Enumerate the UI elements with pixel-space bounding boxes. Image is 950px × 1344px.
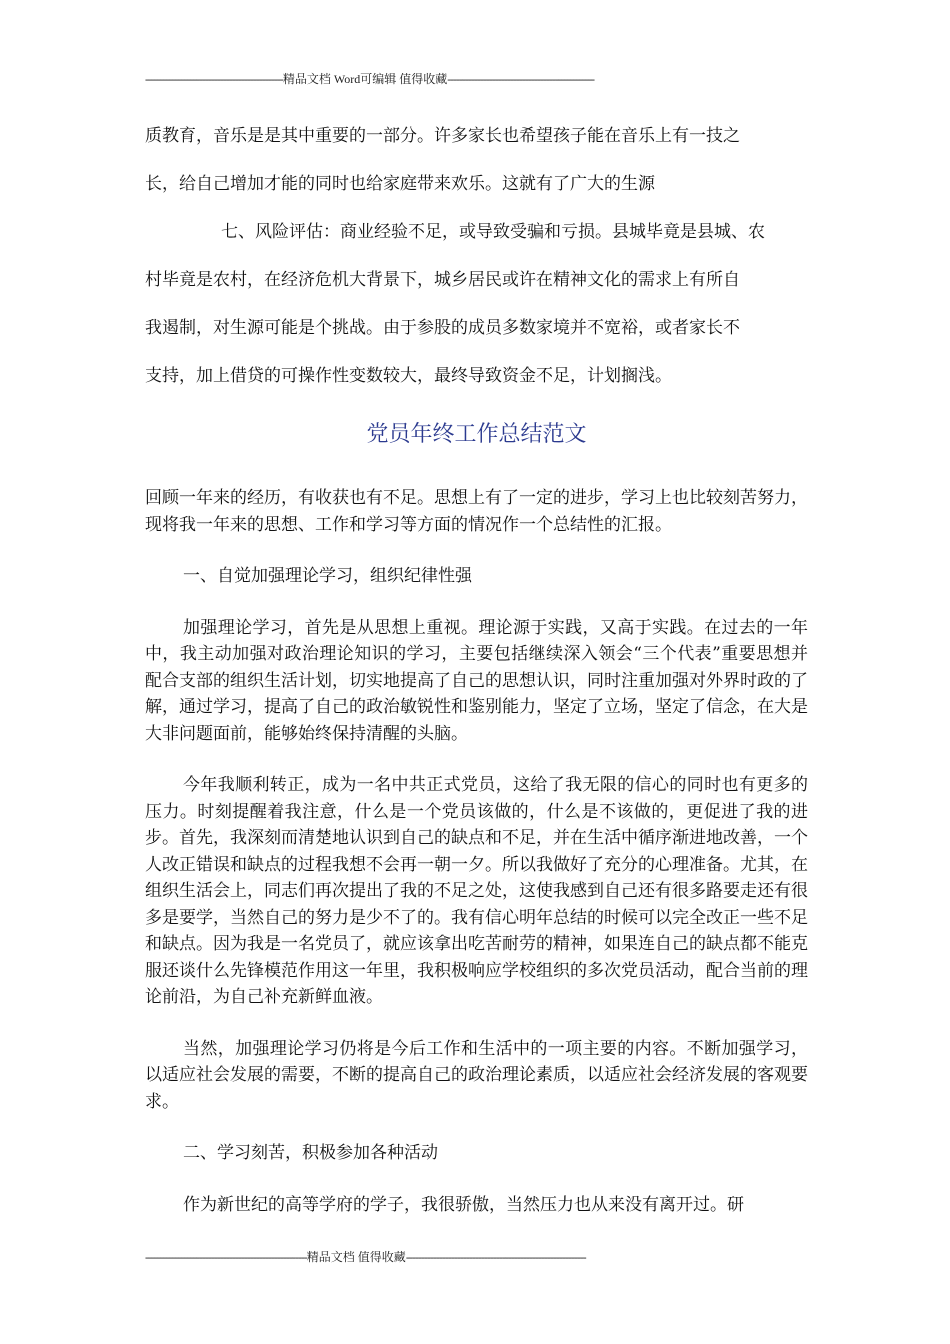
document-title: 党员年终工作总结范文	[366, 422, 587, 447]
footer-dashes-right: ------------------------------------------------------------	[405, 1250, 586, 1264]
intro-section	[145, 112, 808, 400]
intro-line-2: 长，给自己增加才能的同时也给家庭带来欢乐。这就有了广大的生源	[145, 174, 655, 194]
paragraph-party-member: 今年我顺利转正，成为一名中共正式党员，这给了我无限的信心的同时也有更多的压力。时刻提醒着我注意，什么是一个党员该做的，什么是不该做的，更促进了我的进步。首先，我深刻而清楚地认识到自己的缺点和不足，并在生活中循序渐进地改善，一个人改正错误和缺点的过程我想不会再一朝一夕。所以我做好了充分的心理准备。尤其，在组织生活会上，同志们再次提出了我的不足之处，这使我感到自己还有很多路要走还有很多是要学，当然自己的努力是少不了的。我有信心明年总结的时候可以完全改正一些不足和缺点。因为我是一名党员了，就应该拿出吃苦耐劳的精神，如果连自己的缺点都不能克服还谈什么先锋模范作用这一年里，我积极响应学校组织的多次党员活动，配合当前的理论前沿，为自己补充新鲜血液。	[145, 775, 808, 1007]
paragraph-theory-study: 加强理论学习，首先是从思想上重视。理论源于实践，又高于实践。在过去的一年中，我主动加强对政治理论知识的学习，主要包括继续深入领会“三个代表”重要思想并配合支部的组织生活计划，切实地提高了自己的思想认识，同时注重加强对外界时政的了解，通过学习，提高了自己的政治敏锐性和鉴别能力，坚定了立场，坚定了信念，在大是大非问题面前，能够始终保持清醒的头脑。	[145, 617, 808, 744]
summary-body	[145, 485, 808, 1243]
page-header	[145, 70, 805, 87]
intro-line-4: 村毕竟是农村，在经济危机大背景下，城乡居民或许在精神文化的需求上有所自	[145, 270, 740, 290]
paragraph-continued-study: 当然，加强理论学习仍将是今后工作和生活中的一项主要的内容。不断加强学习，以适应社会发展的需要，不断的提高自己的政治理论素质，以适应社会经济发展的客观要求。	[145, 1038, 808, 1112]
header-dashes-left: ----------------------------------------------	[145, 72, 283, 86]
section-heading-1: 一、自觉加强理论学习，组织纪律性强	[183, 566, 472, 586]
header-label: 精品文档 Word可编辑 值得收藏	[282, 72, 448, 86]
paragraph-student: 作为新世纪的高等学府的学子，我很骄傲，当然压力也从来没有离开过。研	[183, 1194, 744, 1215]
footer-label: 精品文档 值得收藏	[306, 1250, 406, 1264]
intro-line-5: 我遏制，对生源可能是个挑战。由于参股的成员多数家境并不宽裕，或者家长不	[145, 318, 740, 338]
section-heading-2: 二、学习刻苦，积极参加各种活动	[183, 1143, 438, 1163]
intro-line-6: 支持，加上借贷的可操作性变数较大，最终导致资金不足，计划搁浅。	[145, 366, 672, 386]
intro-line-3: 七、风险评估：商业经验不足，或导致受骗和亏损。县城毕竟是县城、农	[221, 222, 765, 242]
header-dashes-right: -------------------------------------------------	[447, 72, 595, 86]
paragraph-opening: 回顾一年来的经历，有收获也有不足。思想上有了一定的进步，学习上也比较刻苦努力，现将我一年来的思想、工作和学习等方面的情况作一个总结性的汇报。	[145, 488, 808, 535]
footer-dashes-left: ------------------------------------------------------	[145, 1250, 307, 1264]
intro-line-1: 质教育，音乐是是其中重要的一部分。许多家长也希望孩子能在音乐上有一技之	[145, 126, 740, 146]
page-footer	[145, 1248, 805, 1265]
